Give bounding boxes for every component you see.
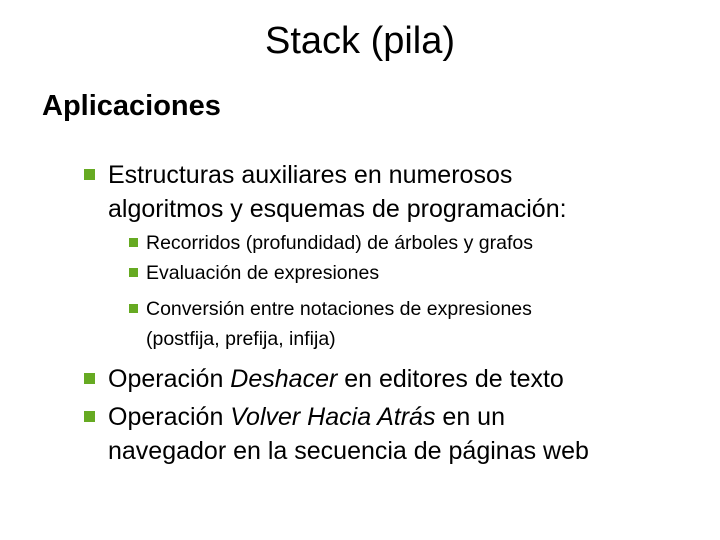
bullet-icon: [129, 304, 138, 313]
bullet-icon: [84, 411, 95, 422]
list-item: Recorridos (profundidad) de árboles y grafos: [146, 232, 533, 254]
list-item: Estructuras auxiliares en numerosos algoritmos y esquemas de programación:: [108, 161, 567, 223]
bullet-icon: [129, 268, 138, 277]
bullet-icon: [84, 169, 95, 180]
list-item: Operación Volver Hacia Atrás en un navegador en la secuencia de páginas web: [108, 403, 589, 465]
list-item: Evaluación de expresiones: [146, 262, 380, 284]
list-item: Operación Deshacer en editores de texto: [108, 365, 564, 393]
bullet-icon: [129, 238, 138, 247]
slide-title: Stack (pila): [264, 20, 456, 62]
bullet-icon: [84, 373, 95, 384]
list-item: Conversión entre notaciones de expresiones (postfija, prefija, infija): [146, 298, 532, 350]
slide-subtitle: Aplicaciones: [42, 90, 221, 122]
